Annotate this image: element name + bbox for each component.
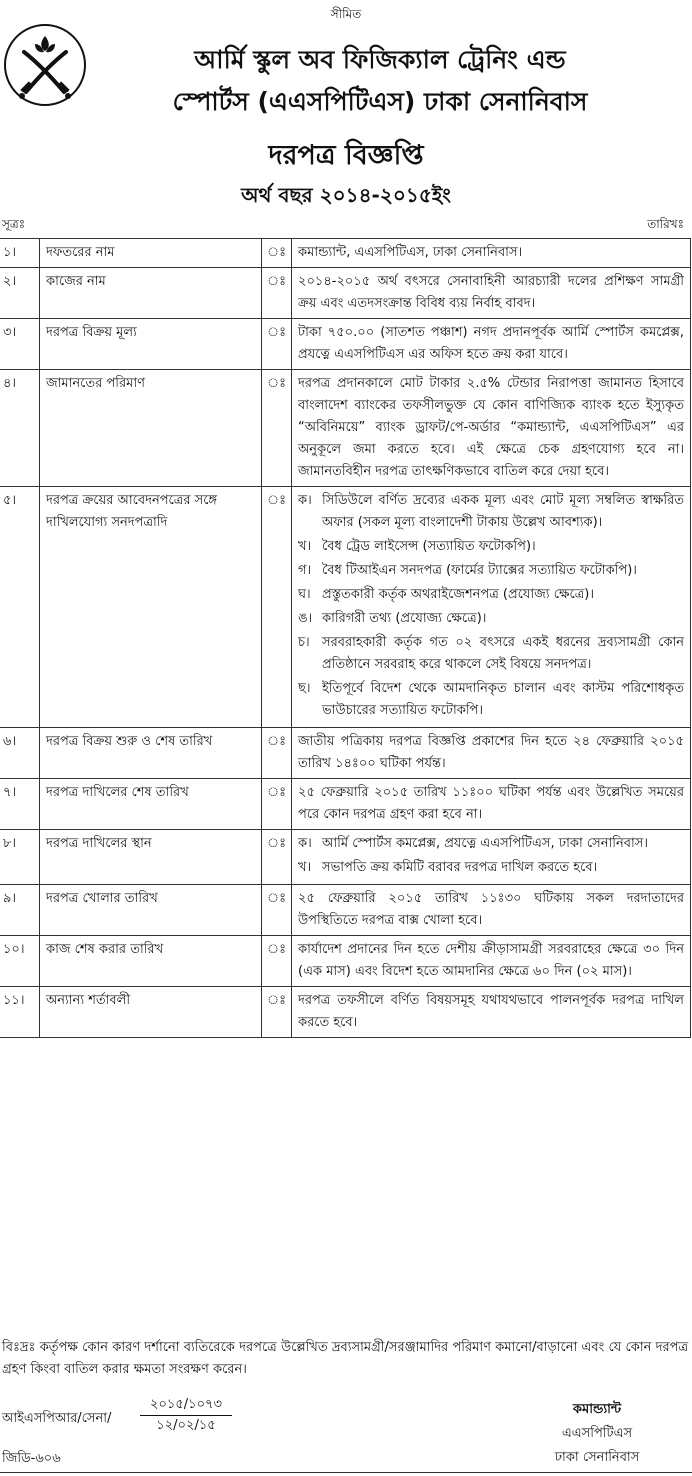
row-value: ২৫ ফেব্রুয়ারি ২০১৫ তারিখ ১১ঃ০০ ঘটিকা পর্যন্ত এবং উল্লেখিত সময়ের পরে কোন দরপত্র গ্রহণ করা হবে না। bbox=[292, 779, 691, 830]
list-item bbox=[298, 584, 684, 606]
list-item bbox=[298, 632, 684, 676]
memo-number: ২০১৫/১০৭৩ bbox=[140, 1395, 232, 1416]
item-mark: খ। bbox=[298, 539, 312, 554]
memo-reference bbox=[0, 1395, 260, 1443]
row-colon: ঃ bbox=[262, 239, 292, 268]
row-label: দরপত্র বিক্রয় শুরু ও শেষ তারিখ bbox=[40, 728, 262, 779]
table-row bbox=[0, 239, 691, 268]
row-colon: ঃ bbox=[262, 319, 292, 370]
list-item bbox=[298, 833, 684, 855]
list-item bbox=[298, 678, 684, 722]
item-text: সরবরাহকারী কর্তৃক গত ০২ বৎসরে একই ধরনের দ্রব্যসামগ্রী কোন প্রতিষ্ঠানে সরবরাহ করে থাকলে সেই বিষয়ে সনদপত্র। bbox=[322, 635, 684, 672]
row-number: ১১। bbox=[0, 987, 40, 1038]
memo-lead: আইএসপিআর/সেনা/ bbox=[2, 1411, 112, 1426]
row-value-list bbox=[292, 487, 691, 728]
signatory-place: ঢাকা সেনানিবাস bbox=[554, 1450, 640, 1465]
row-label: দরপত্র দাখিলের শেষ তারিখ bbox=[40, 779, 262, 830]
item-text: ইতিপূর্বে বিদেশ থেকে আমদানিকৃত চালান এবং কাস্টম পরিশোধকৃত ভাউচারের সত্যায়িত ফটোকপি। bbox=[322, 681, 684, 718]
notice-header bbox=[0, 0, 692, 236]
row-label: জামানতের পরিমাণ bbox=[40, 370, 262, 487]
item-mark: ছ। bbox=[298, 681, 311, 696]
reference-label: সূত্রঃ bbox=[2, 217, 26, 231]
row-number: ১। bbox=[0, 239, 40, 268]
row-number: ৯। bbox=[0, 885, 40, 936]
date-label: তারিখঃ bbox=[647, 217, 684, 231]
table-row bbox=[0, 319, 691, 370]
item-mark: খ। bbox=[298, 860, 312, 875]
row-colon: ঃ bbox=[262, 830, 292, 885]
row-number: ৮। bbox=[0, 830, 40, 885]
item-text: আর্মি স্পোর্টস কমপ্লেক্স, প্রযত্নে এএসপিটিএস, ঢাকা সেনানিবাস। bbox=[322, 836, 648, 851]
table-row bbox=[0, 728, 691, 779]
row-value: টাকা ৭৫০.০০ (সাতশত পঞ্চাশ) নগদ প্রদানপূর্বক আর্মি স্পোর্টস কমপ্লেক্স, প্রযত্নে এএসপিটিএস এর অফিস হতে ক্রয় করা যাবে। bbox=[292, 319, 691, 370]
item-mark: ক। bbox=[298, 493, 312, 508]
item-text: প্রস্তুতকারী কর্তৃক অথরাইজেশনপত্র (প্রযোজ্য ক্ষেত্রে)। bbox=[322, 587, 595, 602]
row-colon: ঃ bbox=[262, 487, 292, 728]
row-number: ৫। bbox=[0, 487, 40, 728]
crossed-swords-emblem-icon bbox=[2, 22, 88, 108]
table-row bbox=[0, 987, 691, 1038]
item-mark: ঙ। bbox=[298, 611, 313, 626]
row-colon: ঃ bbox=[262, 779, 292, 830]
row-number: ৭। bbox=[0, 779, 40, 830]
item-text: সভাপতি ক্রয় কমিটি বরাবর দরপত্র দাখিল করতে হবে। bbox=[322, 860, 598, 875]
table-row bbox=[0, 370, 691, 487]
row-colon: ঃ bbox=[262, 370, 292, 487]
org-title-line2: স্পোর্টস (এএসপিটিএস) ঢাকা সেনানিবাস bbox=[172, 87, 588, 116]
item-mark: ঘ। bbox=[298, 587, 311, 602]
fiscal-year: অর্থ বছর ২০১৪-২০১৫ইং bbox=[241, 183, 451, 207]
notice-title: দরপত্র বিজ্ঞপ্তি bbox=[268, 140, 424, 171]
item-text: সিডিউলে বর্ণিত দ্রব্যের একক মূল্য এবং মোট মূল্য সম্বলিত স্বাক্ষরিত অফার (সকল মূল্য বাংলাদেশী টাকায় উল্লেখ আবশ্যক)। bbox=[322, 493, 684, 530]
list-item bbox=[298, 490, 684, 534]
row-colon: ঃ bbox=[262, 268, 292, 319]
table-row bbox=[0, 487, 691, 728]
row-value: কার্যাদেশ প্রদানের দিন হতে দেশীয় ক্রীড়াসামগ্রী সরবরাহের ক্ষেত্রে ৩০ দিন (এক মাস) এবং বিদেশ হতে আমদানির ক্ষেত্রে ৬০ দিন (০২ মাস)। bbox=[292, 936, 691, 987]
list-item bbox=[298, 560, 684, 582]
item-mark: ক। bbox=[298, 836, 312, 851]
row-value: জাতীয় পত্রিকায় দরপত্র বিজ্ঞপ্তি প্রকাশের দিন হতে ২৪ ফেব্রুয়ারি ২০১৫ তারিখ ১৪ঃ০০ ঘটিকা পর্যন্ত। bbox=[292, 728, 691, 779]
item-text: কারিগরী তথ্য (প্রযোজ্য ক্ষেত্রে)। bbox=[322, 611, 487, 626]
item-mark: চ। bbox=[298, 635, 310, 650]
row-label: দরপত্র খোলার তারিখ bbox=[40, 885, 262, 936]
item-text: বৈধ ট্রেড লাইসেন্স (সত্যায়িত ফটোকপি)। bbox=[322, 539, 536, 554]
row-label: কাজের নাম bbox=[40, 268, 262, 319]
row-value: দরপত্র তফসীলে বর্ণিত বিষয়সমূহ যথাযথভাবে পালনপূর্বক দরপত্র দাখিল করতে হবে। bbox=[292, 987, 691, 1038]
row-number: ৬। bbox=[0, 728, 40, 779]
row-value: ২৫ ফেব্রুয়ারি ২০১৫ তারিখ ১১ঃ৩০ ঘটিকায় সকল দরদাতাদের উপস্থিতিতে দরপত্র বাক্স খোলা হবে। bbox=[292, 885, 691, 936]
row-label: দরপত্র ক্রয়ের আবেদনপত্রের সঙ্গে দাখিলযোগ্য সনদপত্রাদি bbox=[40, 487, 262, 728]
row-label: দরপত্র দাখিলের স্থান bbox=[40, 830, 262, 885]
list-item bbox=[298, 536, 684, 558]
row-value-list bbox=[292, 830, 691, 885]
row-value: কমান্ড্যান্ট, এএসপিটিএস, ঢাকা সেনানিবাস। bbox=[292, 239, 691, 268]
table-row bbox=[0, 779, 691, 830]
row-number: ৩। bbox=[0, 319, 40, 370]
row-number: ৪। bbox=[0, 370, 40, 487]
row-label: কাজ শেষ করার তারিখ bbox=[40, 936, 262, 987]
row-colon: ঃ bbox=[262, 987, 292, 1038]
org-title-line1: আর্মি স্কুল অব ফিজিক্যাল ট্রেনিং এন্ড bbox=[194, 45, 566, 74]
footer-note: বিঃদ্রঃ কর্তৃপক্ষ কোন কারণ দর্শানো ব্যতিরেকে দরপত্রে উল্লেখিত দ্রব্যসামগ্রী/সরঞ্জামাদির পরিমাণ কমানো/বাড়ানো এবং যে কোন দরপত্র গ্রহণ কিংবা বাতিল করার ক্ষমতা সংরক্ষণ করেন। bbox=[2, 1340, 688, 1377]
row-label: অন্যান্য শর্তাবলী bbox=[40, 987, 262, 1038]
list-item bbox=[298, 608, 684, 630]
memo-date: ১২/০২/১৫ bbox=[156, 1418, 216, 1433]
row-label: দফতরের নাম bbox=[40, 239, 262, 268]
table-row bbox=[0, 936, 691, 987]
table-row bbox=[0, 268, 691, 319]
tender-table bbox=[0, 238, 691, 1038]
row-value: দরপত্র প্রদানকালে মোট টাকার ২.৫% টেন্ডার নিরাপত্তা জামানত হিসাবে বাংলাদেশ ব্যাংকের তফসীলভুক্ত যে কোন বাণিজ্যিক ব্যাংক হতে ইস্যুকৃত “অবিনিময়ে” ব্যাংক ড্রাফট/পে-অর্ডার “কমান্ড্যান্ট, এএসপিটিএস” এর অনুকূলে জমা করতে হবে। এই ক্ষেত্রে চেক গ্রহণযোগ্য হবে না। জামানতবিহীন দরপত্র তাৎক্ষণিকভাবে বাতিল করে দেয়া হবে। bbox=[292, 370, 691, 487]
row-number: ২। bbox=[0, 268, 40, 319]
row-colon: ঃ bbox=[262, 936, 292, 987]
row-label: দরপত্র বিক্রয় মূল্য bbox=[40, 319, 262, 370]
signatory-title: কমান্ড্যান্ট bbox=[572, 1402, 622, 1417]
table-row bbox=[0, 885, 691, 936]
row-colon: ঃ bbox=[262, 728, 292, 779]
signatory-org: এএসপিটিএস bbox=[561, 1426, 633, 1441]
table-row bbox=[0, 830, 691, 885]
classification-label: সীমিত bbox=[330, 7, 362, 21]
gd-number: জিডি-৬০৬ bbox=[2, 1451, 61, 1466]
row-value: ২০১৪-২০১৫ অর্থ বৎসরে সেনাবাহিনী আরচ্যারী দলের প্রশিক্ষণ সামগ্রী ক্রয় এবং এতদসংক্রান্ত বিবিধ ব্যয় নির্বাহ বাবদ। bbox=[292, 268, 691, 319]
row-colon: ঃ bbox=[262, 885, 292, 936]
page-bottom-rule bbox=[0, 1472, 692, 1473]
signature-block bbox=[502, 1398, 692, 1470]
list-item bbox=[298, 857, 684, 879]
item-text: বৈধ টিআইএন সনদপত্র (ফার্মের ট্যাক্সের সত্যায়িত ফটোকপি)। bbox=[322, 563, 637, 578]
item-mark: গ। bbox=[298, 563, 312, 578]
row-number: ১০। bbox=[0, 936, 40, 987]
